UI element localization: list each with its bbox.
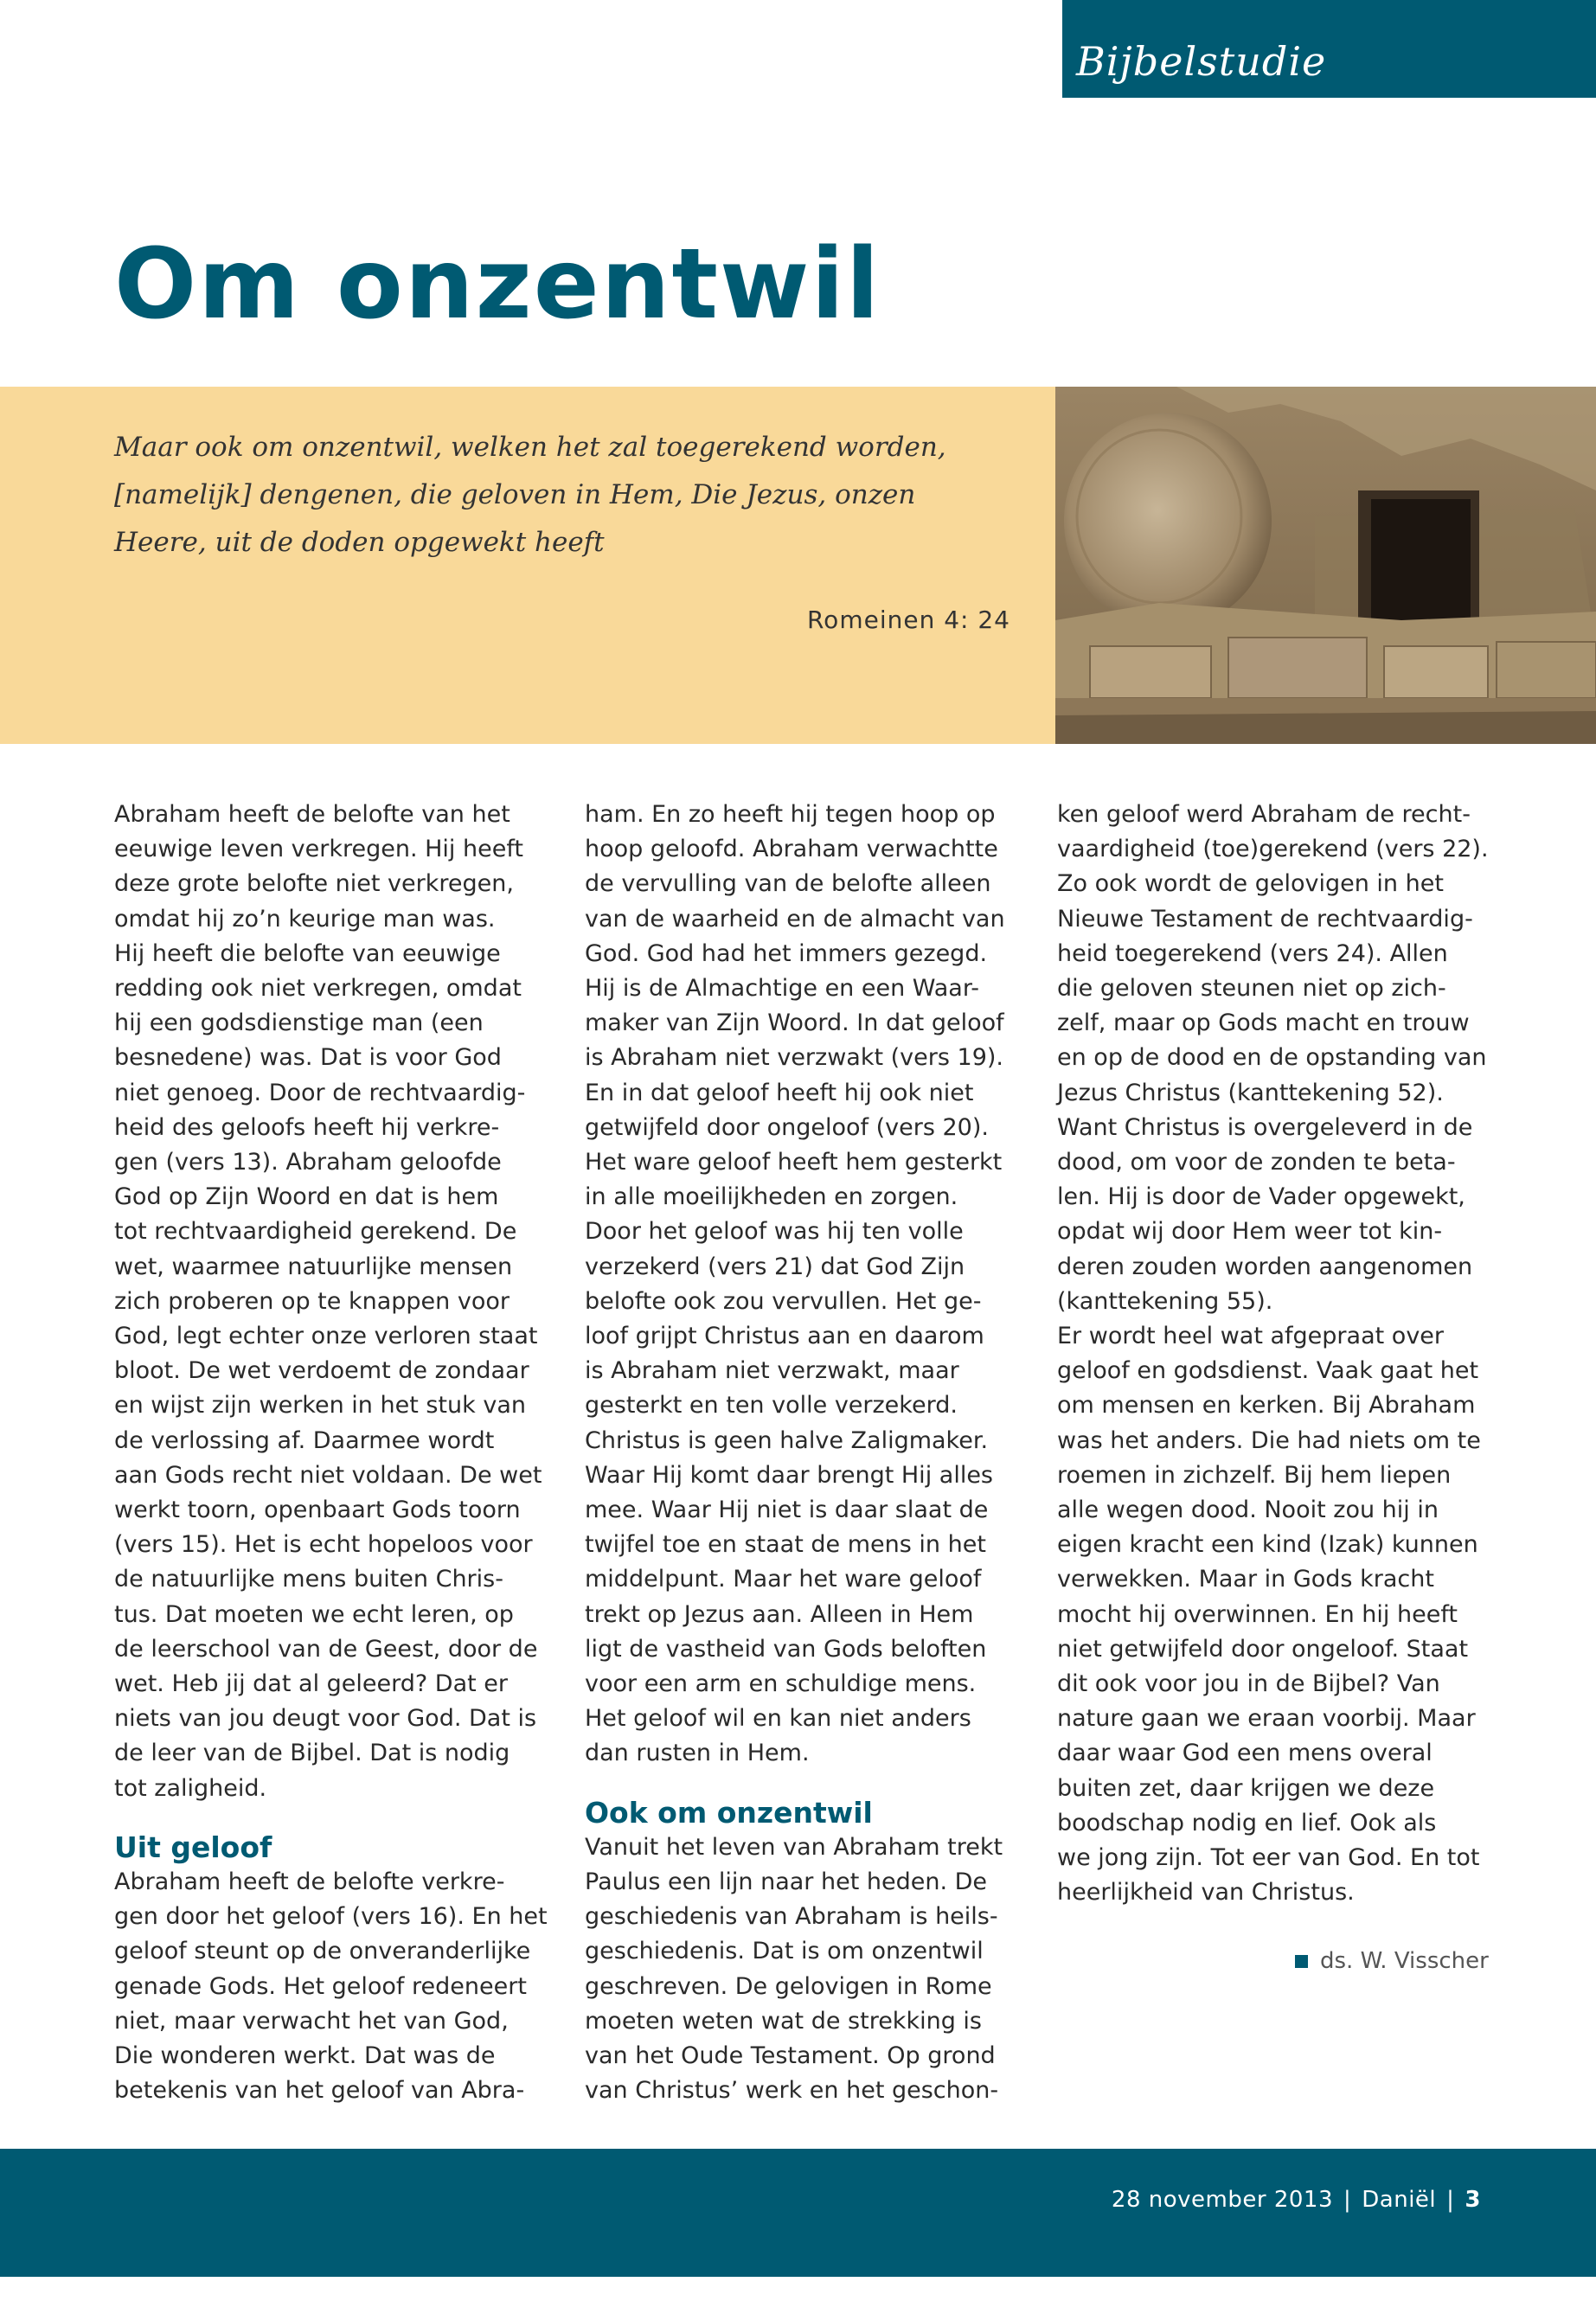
text-line: Christus is geen halve Zaligmaker. xyxy=(585,1426,989,1454)
text-line: opdat wij door Hem weer tot kin- xyxy=(1057,1218,1443,1246)
column-1-paragraph xyxy=(114,798,564,1806)
text-line: zich proberen op te knappen voor xyxy=(114,1287,510,1315)
text-line: de leerschool van de Geest, door de xyxy=(114,1635,538,1663)
text-line: Want Christus is overgeleverd in de xyxy=(1057,1113,1473,1141)
text-line: redding ook niet verkregen, omdat xyxy=(114,975,522,1003)
text-line: boodschap nodig en lief. Ook als xyxy=(1057,1809,1437,1836)
text-column-3 xyxy=(1057,798,1507,1911)
text-line: besnedene) was. Dat is voor God xyxy=(114,1044,502,1072)
text-line: Hij heeft die belofte van eeuwige xyxy=(114,939,501,967)
footer-magazine: Daniël xyxy=(1362,2187,1437,2213)
text-line: zelf, maar op Gods macht en trouw xyxy=(1057,1009,1470,1037)
text-line: verwekken. Maar in Gods kracht xyxy=(1057,1566,1434,1593)
page-title: Om onzentwil xyxy=(114,228,881,341)
text-line: Hij is de Almachtige en een Waar- xyxy=(585,975,979,1003)
text-line: God op Zijn Woord en dat is hem xyxy=(114,1183,499,1211)
footer-bar xyxy=(0,2149,1596,2277)
text-line: nature gaan we eraan voorbij. Maar xyxy=(1057,1705,1476,1733)
text-line: loof grijpt Christus aan en daarom xyxy=(585,1323,984,1350)
text-line: Vanuit het leven van Abraham trekt xyxy=(585,1833,1003,1861)
page-number: 3 xyxy=(1465,2187,1481,2213)
text-line: niet genoeg. Door de rechtvaardig- xyxy=(114,1079,526,1106)
text-line: is Abraham niet verzwakt (vers 19). xyxy=(585,1044,1003,1072)
subheading-uit-geloof: Uit geloof xyxy=(114,1830,272,1864)
text-line: hij een godsdienstige man (een xyxy=(114,1009,484,1037)
text-line: belofte ook zou vervullen. Het ge- xyxy=(585,1287,982,1315)
text-line: Die wonderen werkt. Dat was de xyxy=(114,2041,496,2069)
text-line: van het Oude Testament. Op grond xyxy=(585,2041,996,2069)
text-line: en wijst zijn werken in het stuk van xyxy=(114,1392,526,1420)
text-line: moeten weten wat de strekking is xyxy=(585,2007,982,2035)
column-1-paragraph-2 xyxy=(114,1865,564,2108)
column-2-paragraph xyxy=(585,798,1035,1772)
text-line: niet, maar verwacht het van God, xyxy=(114,2007,509,2035)
text-line: gen (vers 13). Abraham geloofde xyxy=(114,1149,502,1176)
text-line: geloof en godsdienst. Vaak gaat het xyxy=(1057,1357,1479,1385)
text-line: die geloven steunen niet op zich- xyxy=(1057,975,1446,1003)
text-line: heid toegerekend (vers 24). Allen xyxy=(1057,939,1448,967)
text-line: was het anders. Die had niets om te xyxy=(1057,1426,1481,1454)
text-column-2 xyxy=(585,798,1035,2108)
text-line: (kanttekening 55). xyxy=(1057,1287,1273,1315)
text-line: van Christus’ werk en het geschon- xyxy=(585,2077,999,2105)
text-line: dit ook voor jou in de Bijbel? Van xyxy=(1057,1670,1440,1698)
text-line: En in dat geloof heeft hij ook niet xyxy=(585,1079,974,1106)
text-line: God, legt echter onze verloren staat xyxy=(114,1323,538,1350)
text-line: wet. Heb jij dat al geleerd? Dat er xyxy=(114,1670,509,1698)
text-line: de natuurlijke mens buiten Chris- xyxy=(114,1566,503,1593)
text-line: Zo ook wordt de gelovigen in het xyxy=(1057,870,1444,898)
text-line: gen door het geloof (vers 16). En het xyxy=(114,1903,548,1931)
text-line: en op de dood en de opstanding van xyxy=(1057,1044,1487,1072)
column-2-paragraph-2 xyxy=(585,1830,1035,2109)
text-line: dan rusten in Hem. xyxy=(585,1740,810,1767)
text-line: len. Hij is door de Vader opgewekt, xyxy=(1057,1183,1465,1211)
text-line: getwijfeld door ongeloof (vers 20). xyxy=(585,1113,989,1141)
text-line: tus. Dat moeten we echt leren, op xyxy=(114,1600,514,1628)
text-line: heerlijkheid van Christus. xyxy=(1057,1879,1355,1907)
text-line: geschreven. De gelovigen in Rome xyxy=(585,1972,992,2000)
text-line: ken geloof werd Abraham de recht- xyxy=(1057,801,1471,828)
text-line: hoop geloofd. Abraham verwachtte xyxy=(585,836,998,863)
quote-reference: Romeinen 4: 24 xyxy=(806,606,1010,634)
text-line: we jong zijn. Tot eer van God. En tot xyxy=(1057,1844,1480,1872)
text-line: Paulus een lijn naar het heden. De xyxy=(585,1868,988,1895)
text-line: Abraham heeft de belofte van het xyxy=(114,801,510,828)
text-line: Waar Hij komt daar brengt Hij alles xyxy=(585,1461,993,1489)
text-line: verzekerd (vers 21) dat God Zijn xyxy=(585,1253,965,1280)
text-line: God. God had het immers gezegd. xyxy=(585,939,988,967)
text-line: deren zouden worden aangenomen xyxy=(1057,1253,1473,1280)
text-line: (vers 15). Het is echt hopeloos voor xyxy=(114,1531,533,1559)
text-line: daar waar God een mens overal xyxy=(1057,1740,1433,1767)
text-line: geschiedenis van Abraham is heils- xyxy=(585,1903,998,1931)
text-line: ligt de vastheid van Gods beloften xyxy=(585,1635,987,1663)
square-bullet-icon xyxy=(1295,1955,1308,1968)
text-line: niet getwijfeld door ongeloof. Staat xyxy=(1057,1635,1469,1663)
text-line: Door het geloof was hij ten volle xyxy=(585,1218,964,1246)
footer-date: 28 november 2013 xyxy=(1111,2187,1333,2213)
text-line: Het ware geloof heeft hem gesterkt xyxy=(585,1149,1003,1176)
text-line: eeuwige leven verkregen. Hij heeft xyxy=(114,836,523,863)
text-line: de verlossing af. Daarmee wordt xyxy=(114,1426,495,1454)
text-line: niets van jou deugt voor God. Dat is xyxy=(114,1705,537,1733)
quote-text: Maar ook om onzentwil, welken het zal toegerekend worden, [namelijk] dengenen, die geloven in Hem, Die Jezus, onzen Heere, uit de doden opgewekt heeft xyxy=(114,432,946,558)
text-line: roemen in zichzelf. Bij hem liepen xyxy=(1057,1461,1452,1489)
text-line: heid des geloofs heeft hij verkre- xyxy=(114,1113,500,1141)
text-line: eigen kracht een kind (Izak) kunnen xyxy=(1057,1531,1478,1559)
text-line: ham. En zo heeft hij tegen hoop op xyxy=(585,801,996,828)
text-line: mocht hij overwinnen. En hij heeft xyxy=(1057,1600,1458,1628)
text-line: Jezus Christus (kanttekening 52). xyxy=(1057,1079,1444,1106)
footer-text: 28 november 2013 | Daniël | 3 xyxy=(1111,2187,1481,2213)
text-line: geschiedenis. Dat is om onzentwil xyxy=(585,1938,984,1965)
section-tag: Bijbelstudie xyxy=(1062,0,1596,98)
text-line: Er wordt heel wat afgepraat over xyxy=(1057,1323,1445,1350)
text-line: omdat hij zo’n keurige man was. xyxy=(114,905,496,933)
text-line: geloof steunt op de onveranderlijke xyxy=(114,1938,531,1965)
subheading-ook-om-onzentwil: Ook om onzentwil xyxy=(585,1795,873,1830)
text-line: is Abraham niet verzwakt, maar xyxy=(585,1357,959,1385)
text-line: twijfel toe en staat de mens in het xyxy=(585,1531,986,1559)
text-line: Abraham heeft de belofte verkre- xyxy=(114,1868,505,1895)
text-line: middelpunt. Maar het ware geloof xyxy=(585,1566,982,1593)
text-line: Het geloof wil en kan niet anders xyxy=(585,1705,971,1733)
column-3-paragraph xyxy=(1057,798,1507,1911)
text-line: aan Gods recht niet voldaan. De wet xyxy=(114,1461,542,1489)
text-line: van de waarheid en de almacht van xyxy=(585,905,1005,933)
author-name: ds. W. Visscher xyxy=(1320,1948,1489,1974)
text-line: trekt op Jezus aan. Alleen in Hem xyxy=(585,1600,974,1628)
text-line: de vervulling van de belofte alleen xyxy=(585,870,991,898)
text-line: buiten zet, daar krijgen we deze xyxy=(1057,1774,1435,1802)
text-line: gesterkt en ten volle verzekerd. xyxy=(585,1392,958,1420)
text-line: deze grote belofte niet verkregen, xyxy=(114,870,514,898)
text-line: genade Gods. Het geloof redeneert xyxy=(114,1972,527,2000)
text-line: werkt toorn, openbaart Gods toorn xyxy=(114,1497,521,1524)
text-line: tot zaligheid. xyxy=(114,1774,267,1802)
text-line: Nieuwe Testament de rechtvaardig- xyxy=(1057,905,1473,933)
text-line: om mensen en kerken. Bij Abraham xyxy=(1057,1392,1476,1420)
text-line: maker van Zijn Woord. In dat geloof xyxy=(585,1009,1004,1037)
tomb-photo xyxy=(1055,387,1596,744)
text-line: betekenis van het geloof van Abra- xyxy=(114,2077,525,2105)
text-line: mee. Waar Hij niet is daar slaat de xyxy=(585,1497,989,1524)
text-line: alle wegen dood. Nooit zou hij in xyxy=(1057,1497,1439,1524)
text-line: wet, waarmee natuurlijke mensen xyxy=(114,1253,513,1280)
text-line: tot rechtvaardigheid gerekend. De xyxy=(114,1218,517,1246)
text-line: dood, om voor de zonden te beta- xyxy=(1057,1149,1456,1176)
text-line: bloot. De wet verdoemt de zondaar xyxy=(114,1357,529,1385)
text-line: in alle moeilijkheden en zorgen. xyxy=(585,1183,958,1211)
text-line: voor een arm en schuldige mens. xyxy=(585,1670,977,1698)
author-byline xyxy=(1295,1948,1489,1974)
text-line: vaardigheid (toe)gerekend (vers 22). xyxy=(1057,836,1489,863)
text-line: de leer van de Bijbel. Dat is nodig xyxy=(114,1740,510,1767)
text-column-1 xyxy=(114,798,564,2108)
